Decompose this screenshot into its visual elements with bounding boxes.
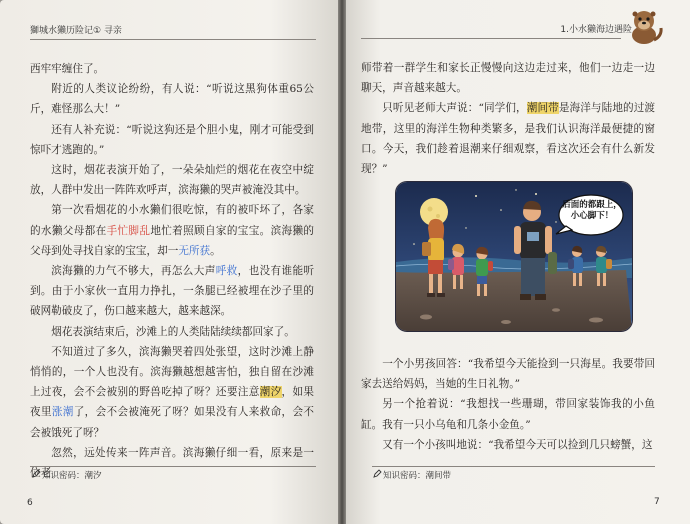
speech-bubble-line1: 后面的都跟上， — [562, 200, 622, 210]
left-footnote-term: 潮汐 — [84, 471, 102, 481]
text-run: 第一次看烟花的小水獭们很吃惊，有的被吓坏了，各家的水獭父母都在 — [30, 204, 314, 237]
paragraph — [30, 322, 314, 342]
paragraph — [361, 394, 655, 434]
text-run: ，如果夜里 — [30, 386, 315, 419]
otter-mascot-icon — [624, 6, 664, 46]
right-running-head: 1.小水獭海边遇险 — [560, 25, 632, 35]
left-head-rule — [30, 39, 316, 40]
text-run: 了，会不会被淹死了呀？如果没有人来救命，会不会被饿死了呀？ — [30, 406, 315, 439]
pencil-icon — [373, 469, 382, 478]
speech-bubble-line2: 小心脚下！ — [570, 211, 614, 221]
text-run: 附近的人类议论纷纷，有人说：“听说这黑狗体重65公斤，难怪那么大！” — [30, 83, 314, 116]
left-body-text — [30, 59, 314, 483]
blue-term: 无所获 — [178, 244, 211, 257]
night-beach-illustration — [395, 181, 633, 332]
left-foot-rule — [30, 466, 316, 467]
paragraph — [361, 98, 655, 179]
text-run: 师带着一群学生和家长正慢慢向这边走过来，他们一边走一边聊天，声音越来越大。 — [361, 62, 655, 95]
text-run: 这时，烟花表演开始了，一朵朵灿烂的烟花在夜空中绽放，人群中发出一阵阵欢呼声，滨海獭的哭声被淹没其中。 — [30, 164, 314, 197]
right-footnote-term: 潮间带 — [425, 471, 452, 481]
book-gutter — [338, 0, 346, 524]
paragraph — [30, 160, 314, 200]
paragraph — [30, 79, 314, 119]
text-run: 。 — [210, 244, 221, 257]
paragraph — [30, 342, 314, 443]
text-run: 一个小男孩回答：“我希望今天能捡到一只海星。我要带回家去送给妈妈，当她的生日礼物。” — [361, 358, 655, 391]
paragraph — [361, 435, 655, 455]
text-run: 还有人补充说：“听说这狗还是个胆小鬼，刚才可能受到惊吓才逃跑的。” — [30, 123, 314, 156]
highlighted-term: 潮汐 — [259, 386, 282, 399]
paragraph — [361, 58, 655, 98]
red-term: 手忙脚乱 — [106, 224, 151, 237]
text-run: 忽然，远处传来一阵声音。滨海獭仔细一看，原来是一位老 — [30, 446, 314, 480]
text-run: 另一个抢着说：“我想找一些珊瑚，带回家装饰我的小鱼缸。我有一只小乌龟和几条小金鱼。” — [361, 398, 655, 431]
paragraph — [30, 59, 314, 79]
right-bottom-body-text — [361, 354, 655, 455]
left-page-number: 6 — [27, 498, 33, 508]
left-footnote — [32, 469, 102, 481]
right-head-rule — [361, 38, 621, 39]
right-footnote-label: 知识密码： — [383, 471, 426, 481]
text-run: 滨海獭的力气不够大，再怎么大声 — [51, 265, 216, 278]
highlighted-term: 潮间带 — [526, 102, 559, 115]
text-run: 地忙着照顾自家的宝宝。滨海獭的父母到处寻找自家的宝宝，却一 — [30, 224, 315, 257]
right-footnote — [373, 469, 451, 481]
paragraph — [30, 261, 314, 322]
paragraph — [30, 200, 314, 261]
blue-term: 呼救 — [215, 265, 238, 278]
right-top-body-text — [361, 58, 655, 179]
pencil-icon — [32, 469, 41, 478]
text-run: 烟花表演结束后，沙滩上的人类陆陆续续都回家了。 — [51, 325, 295, 338]
blue-term: 涨潮 — [51, 406, 74, 419]
text-run: 是海洋与陆地的过渡地带，这里的海洋生物种类繁多，是我们认识海洋最便捷的窗口。今天，我们趁着退潮来仔细观察，看这次还会有什么新发现？” — [361, 102, 656, 176]
right-foot-rule — [372, 466, 655, 467]
paragraph — [361, 354, 655, 394]
text-run: 只听见老师大声说：“同学们， — [382, 102, 527, 115]
text-run: 又有一个小孩叫地说：“我希望今天可以捡到几只螃蟹，这 — [382, 438, 653, 451]
right-page-number: 7 — [654, 497, 660, 507]
left-footnote-label: 知识密码： — [42, 471, 85, 481]
left-running-head: 獅城水獺历险记① 寻亲 — [30, 26, 122, 36]
speech-bubble-text — [561, 200, 623, 222]
text-run: 西牢牢缠住了。 — [30, 63, 105, 75]
paragraph — [30, 120, 314, 160]
text-run: 不知道过了多久，滨海獭哭着四处张望，这时沙滩上静悄悄的，一个人也没有。滨海獭越想越害怕，独自留在沙滩上过夜，会不会被别的野兽吃掉了呀？还要注意 — [30, 345, 314, 399]
text-run: ，也没有谁能听到。由于小家伙一直用力挣扎，一条腿已经被埋在沙子里的破网勒破皮了，伤口越来越大，越来越深。 — [30, 265, 315, 318]
